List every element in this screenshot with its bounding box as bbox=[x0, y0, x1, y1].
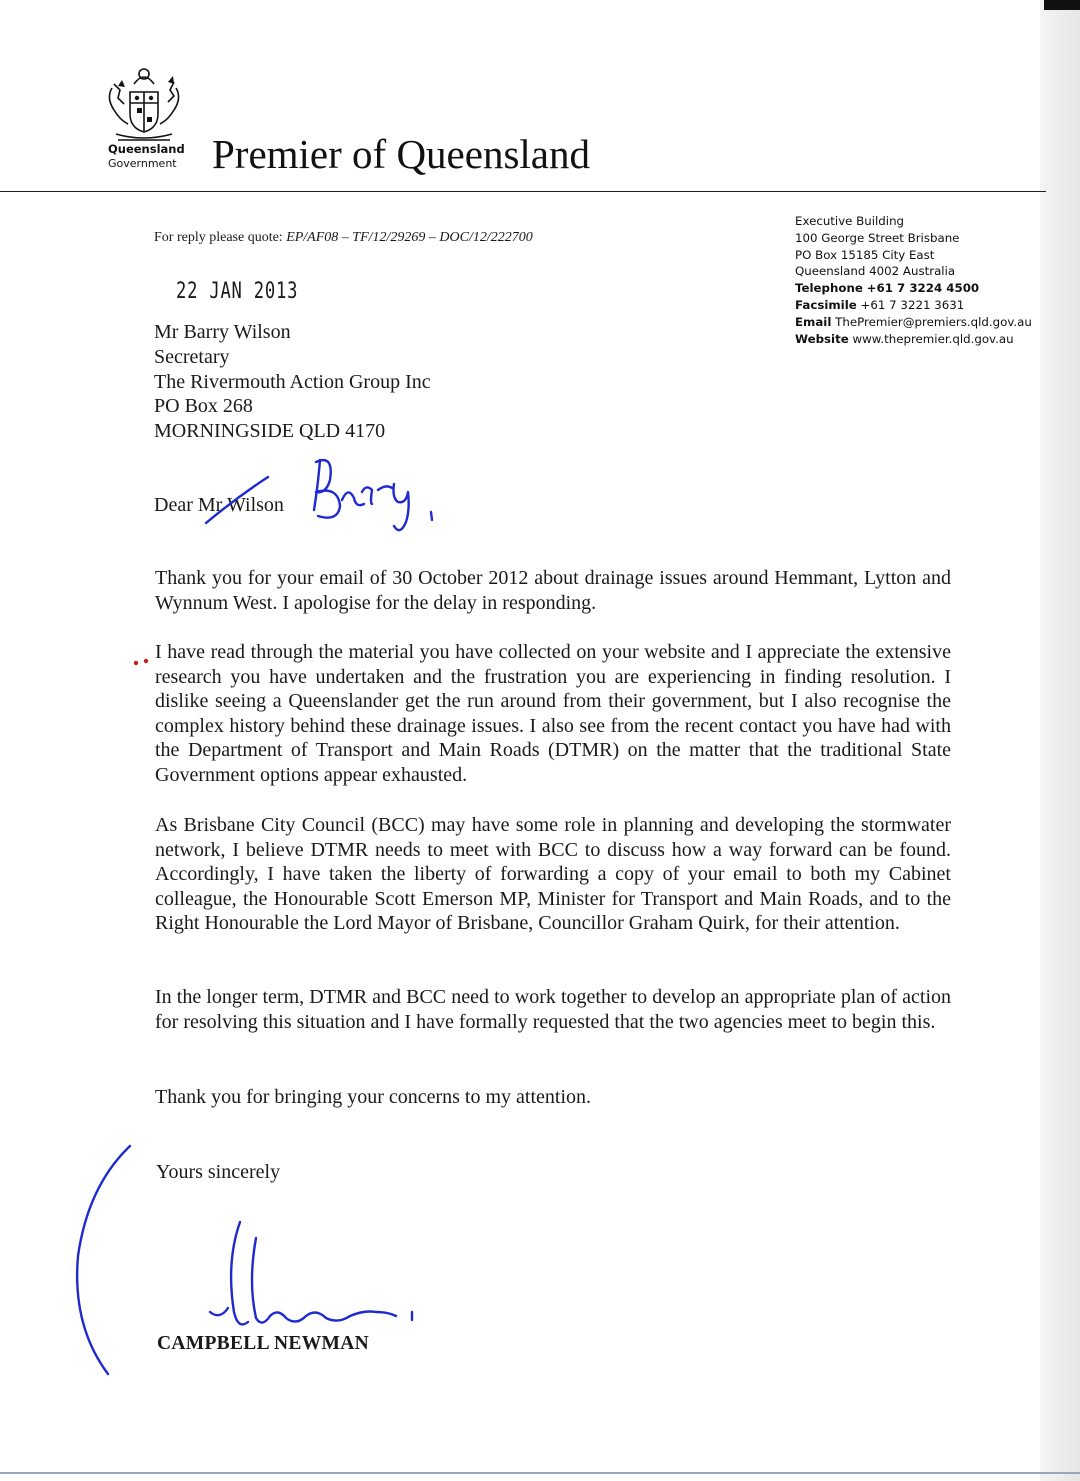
email-value: ThePremier@premiers.qld.gov.au bbox=[835, 314, 1032, 329]
body-paragraph: I have read through the material you have collected on your website and I appreciate the extensive research you have undertaken and the frustration you are experiencing in finding resolution. I dislike seeing a Queenslander get the run around from their government, but I also recognise the complex history behind these drainage issues. I also see from the recent contact you have had with the Department of Transport and Main Roads (DTMR) on the matter that the traditional State Government options appear exhausted. bbox=[155, 641, 951, 786]
body-paragraph: In the longer term, DTMR and BCC need to work together to develop an appropriate plan of action for resolving this situation and I have formally requested that the two agencies meet to begin this. bbox=[155, 986, 951, 1033]
signature-stroke bbox=[210, 1222, 412, 1324]
closing: Yours sincerely bbox=[156, 1161, 281, 1183]
header-divider bbox=[0, 191, 1046, 192]
reply-reference bbox=[154, 229, 533, 246]
contact-line: Queensland 4002 Australia bbox=[795, 264, 956, 279]
facsimile-value: +61 7 3221 3631 bbox=[860, 297, 965, 312]
signatory-name: CAMPBELL NEWMAN bbox=[157, 1333, 369, 1354]
email-label: Email bbox=[795, 314, 832, 329]
recipient-address bbox=[154, 320, 431, 444]
salutation: Dear Mr Wilson bbox=[154, 494, 284, 516]
contact-line: Executive Building bbox=[795, 214, 905, 228]
closing-flourish bbox=[77, 1146, 130, 1374]
queensland-crest-icon bbox=[104, 62, 184, 154]
body-paragraph: As Brisbane City Council (BCC) may have some role in planning and developing the stormwater network, I believe DTMR needs to meet with BCC to discuss how a way forward can be found. Accordingly, I have taken the liberty of forwarding a copy of your email to both my Cabinet colleague, the Honourable Scott Emerson MP, Minister for Transport and Main Roads, and to the Right Honourable the Lord Mayor of Brisbane, Councillor Graham Quirk, for their attention. bbox=[155, 814, 951, 935]
page-edge-shadow bbox=[1040, 0, 1080, 1481]
contact-website bbox=[795, 331, 1032, 348]
handwritten-comma bbox=[431, 512, 432, 520]
handwritten-barry bbox=[314, 460, 409, 530]
contact-block bbox=[795, 213, 1032, 347]
body-paragraph: Thank you for your email of 30 October 2012 about drainage issues around Hemmant, Lytton and Wynnum West. I apologise for the delay in responding. bbox=[155, 567, 951, 614]
telephone-value: +61 7 3224 4500 bbox=[866, 281, 980, 296]
contact-line: PO Box 15185 City East bbox=[795, 247, 935, 262]
contact-telephone bbox=[795, 280, 1032, 297]
letterhead-title: Premier of Queensland bbox=[212, 131, 590, 177]
body-paragraph: Thank you for bringing your concerns to my attention. bbox=[155, 1086, 592, 1108]
website-value: www.thepremier.qld.gov.au bbox=[852, 331, 1014, 346]
contact-email bbox=[795, 314, 1032, 331]
telephone-label: Telephone bbox=[795, 281, 863, 296]
scan-edge-mark bbox=[1044, 0, 1080, 10]
address-line: MORNINGSIDE QLD 4170 bbox=[154, 420, 386, 443]
crest-caption-line1: Queensland bbox=[108, 142, 185, 156]
scan-bottom-line bbox=[0, 1472, 1080, 1474]
facsimile-label: Facsimile bbox=[795, 297, 857, 312]
crest-caption-line2: Government bbox=[108, 157, 177, 170]
address-line: The Rivermouth Action Group Inc bbox=[154, 370, 431, 393]
contact-line: 100 George Street Brisbane bbox=[795, 230, 960, 245]
website-label: Website bbox=[795, 331, 849, 346]
reply-reference-number: EP/AF08 – TF/12/29269 – DOC/12/222700 bbox=[286, 230, 533, 245]
reply-label: For reply please quote: bbox=[154, 230, 287, 245]
address-line: PO Box 268 bbox=[154, 395, 253, 418]
address-line: Mr Barry Wilson bbox=[154, 321, 291, 343]
address-line: Secretary bbox=[154, 345, 230, 368]
date-stamp: 22 JAN 2013 bbox=[176, 279, 299, 304]
contact-facsimile bbox=[795, 297, 1032, 314]
